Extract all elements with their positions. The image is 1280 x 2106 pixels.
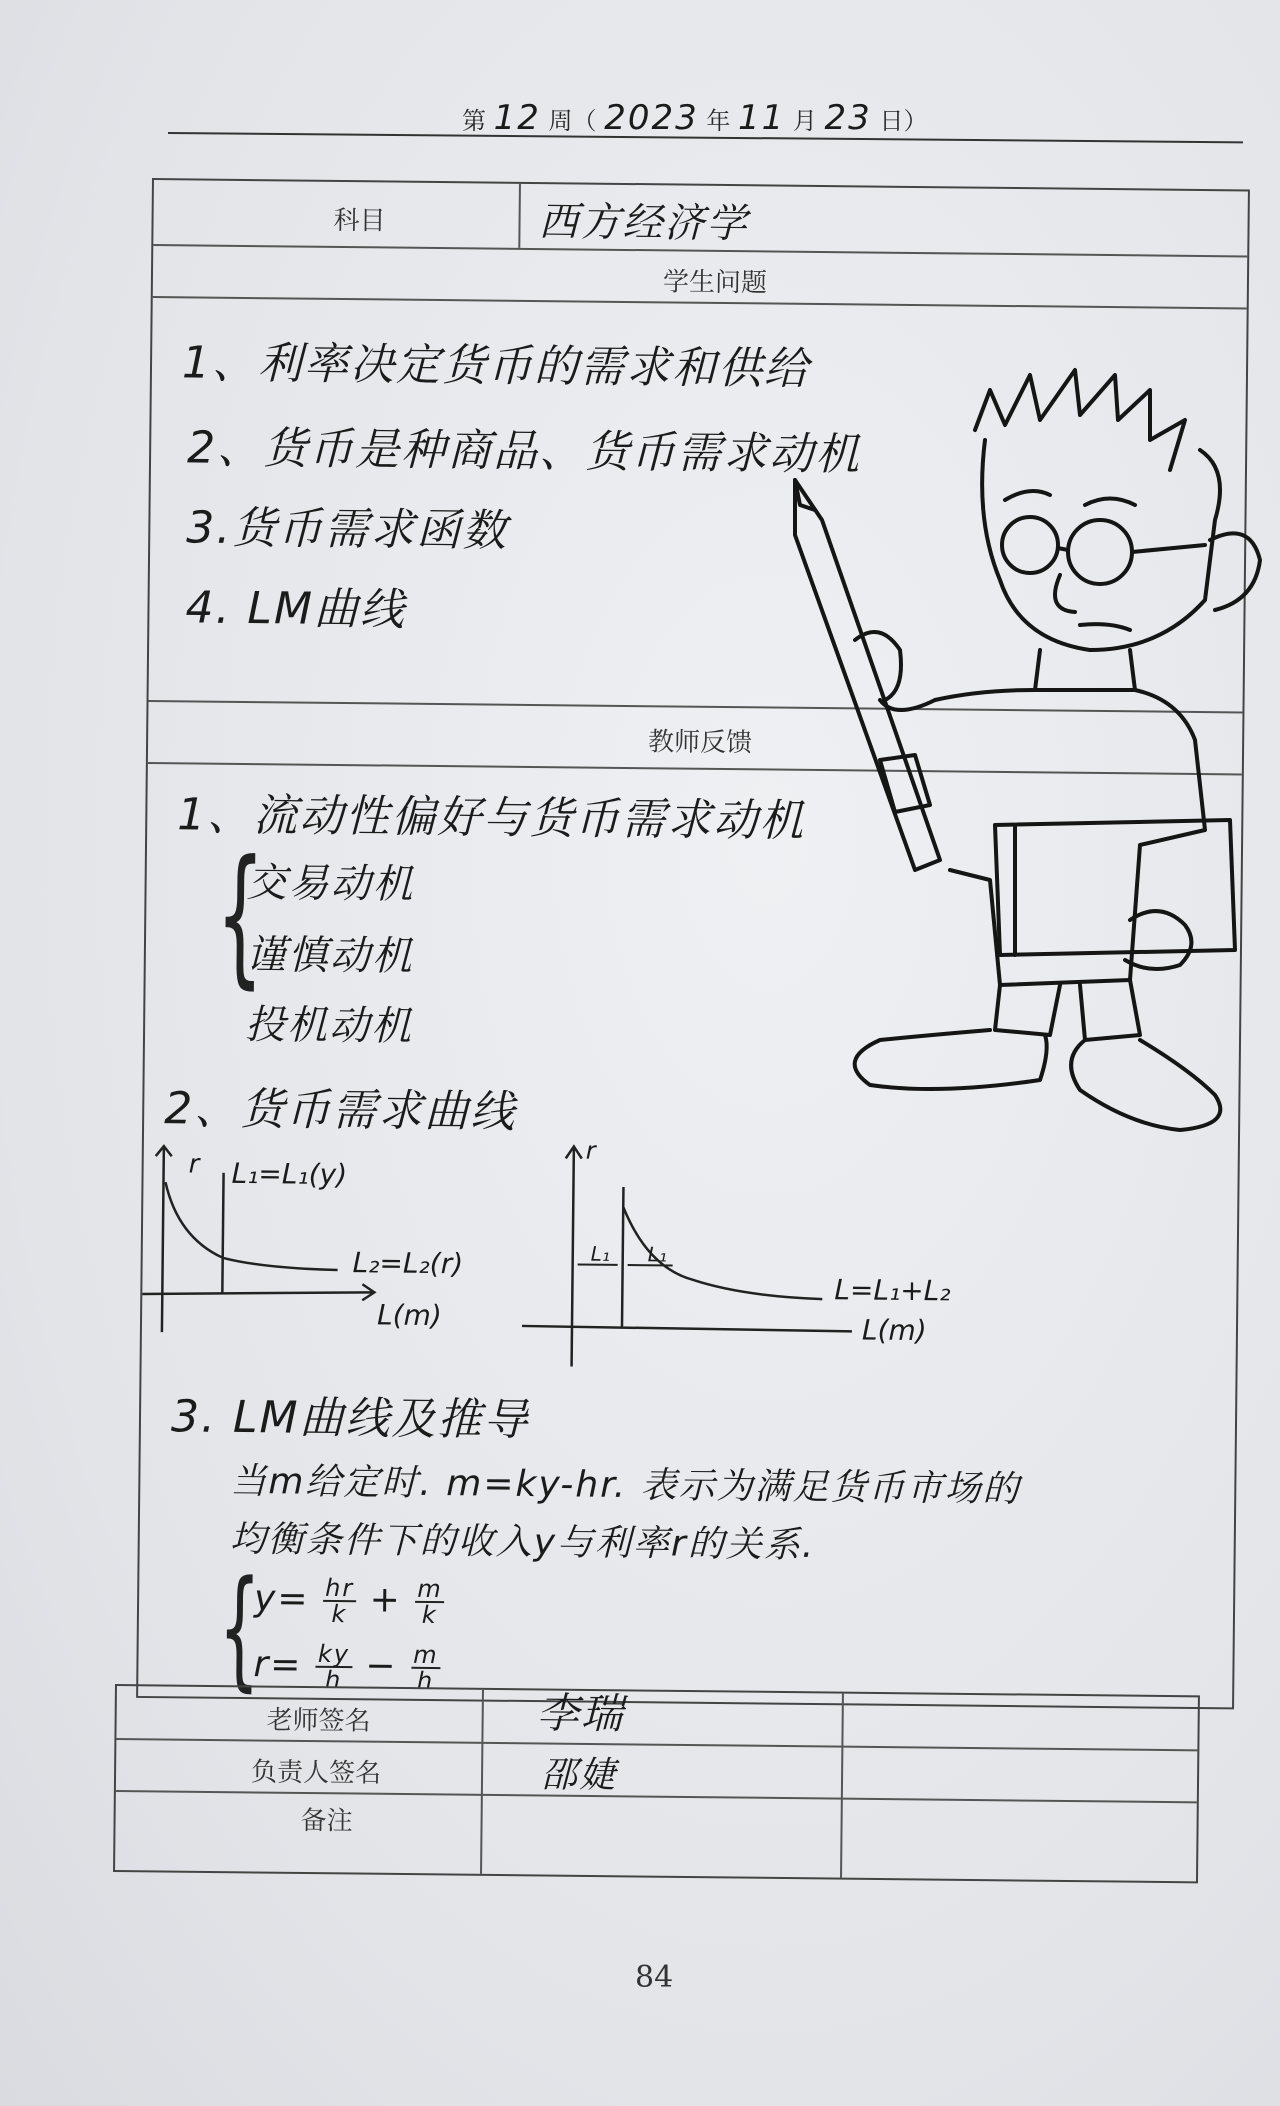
question-item: 3.货币需求函数 <box>186 502 509 557</box>
equation-lhs: y= <box>253 1578 310 1620</box>
month-value: 11 <box>738 98 786 138</box>
responsible-signature-label: 负责人签名 <box>250 1757 382 1789</box>
x-axis-label: L(m) <box>376 1298 443 1333</box>
teacher-signature-label: 老师签名 <box>266 1705 371 1737</box>
week-number: 12 <box>493 98 541 138</box>
y-axis <box>162 1147 164 1332</box>
fraction-numerator: hr <box>325 1573 355 1603</box>
responsible-signature: 邵婕 <box>540 1754 618 1797</box>
l1-mark-left: L₁ <box>590 1241 611 1266</box>
fraction <box>415 1574 445 1630</box>
remarks-row <box>115 1790 1197 1881</box>
question-item: 4. LM曲线 <box>185 582 407 636</box>
subject-label: 科目 <box>333 205 386 237</box>
equation-operator: − <box>365 1645 398 1687</box>
teacher-feedback-title: 教师反馈 <box>647 727 753 759</box>
fraction-denominator: k <box>421 1600 438 1630</box>
fraction-numerator: ky <box>317 1639 351 1669</box>
curve2-label: L₂=L₂(r) <box>352 1246 464 1281</box>
total-curve-label: L=L₁+L₂ <box>834 1273 951 1308</box>
fraction <box>323 1573 357 1629</box>
day-value: 23 <box>824 98 872 138</box>
day-label: 日） <box>879 107 928 135</box>
motives-brace: { <box>215 828 265 1004</box>
remarks-label: 备注 <box>300 1805 353 1837</box>
equation-lhs: r= <box>253 1644 303 1686</box>
motive-item: 交易动机 <box>246 860 415 908</box>
feedback-item-1: 1、流动性偏好与货币需求动机 <box>177 789 806 847</box>
l1-mark-right: L₁ <box>647 1242 668 1267</box>
fraction-numerator: m <box>417 1574 443 1604</box>
page-number: 84 <box>635 1960 674 1995</box>
fraction-denominator: h <box>324 1665 343 1695</box>
x-axis <box>142 1290 372 1296</box>
fraction <box>411 1640 441 1696</box>
y-axis <box>572 1146 574 1366</box>
week-header <box>462 98 927 138</box>
l2-curve <box>165 1182 339 1270</box>
teacher-signature: 李瑞 <box>536 1688 625 1739</box>
motive-item: 谨慎动机 <box>245 932 415 980</box>
derivation-line-1: 当m给定时. m=ky-hr. 表示为满足货币市场的 <box>230 1460 1021 1511</box>
derivation-line-2: 均衡条件下的收入y与利率r的关系. <box>229 1518 816 1567</box>
week-label: 周（ <box>548 107 597 135</box>
year-value: 2023 <box>604 98 699 138</box>
record-sheet <box>136 178 1250 1709</box>
feedback-item-2: 2、货币需求曲线 <box>163 1083 517 1138</box>
fraction <box>316 1639 353 1695</box>
student-questions-body <box>149 296 1247 713</box>
x-axis-label: L(m) <box>861 1313 927 1348</box>
y-axis-label: r <box>188 1149 200 1180</box>
teacher-feedback-body <box>138 762 1242 1703</box>
equation-operator: + <box>369 1579 402 1621</box>
subject-divider <box>518 184 521 248</box>
student-questions-title: 学生问题 <box>662 267 768 299</box>
curve1-label: L₁=L₁(y) <box>231 1156 348 1192</box>
fraction-numerator: m <box>413 1640 439 1670</box>
header-prefix: 第 <box>462 107 486 135</box>
money-demand-graph-right <box>521 1136 1043 1381</box>
signature-table <box>113 1684 1200 1883</box>
year-label: 年 <box>706 107 731 135</box>
equation-brace: { <box>218 1551 261 1705</box>
money-demand-graph-left <box>142 1142 464 1345</box>
subject-value: 西方经济学 <box>538 199 749 248</box>
fraction-denominator: k <box>331 1599 348 1629</box>
question-item: 2、货币是种商品、货币需求动机 <box>186 422 862 481</box>
question-item: 1、利率决定货币的需求和供给 <box>181 337 811 395</box>
fraction-denominator: h <box>416 1666 435 1696</box>
equation-y <box>253 1573 445 1630</box>
feedback-item-3: 3. LM曲线及推导 <box>170 1391 530 1447</box>
l1-vertical-line <box>222 1173 223 1293</box>
y-axis-label: r <box>585 1136 596 1165</box>
month-label: 月 <box>792 107 817 135</box>
motive-item: 投机动机 <box>244 1002 414 1050</box>
